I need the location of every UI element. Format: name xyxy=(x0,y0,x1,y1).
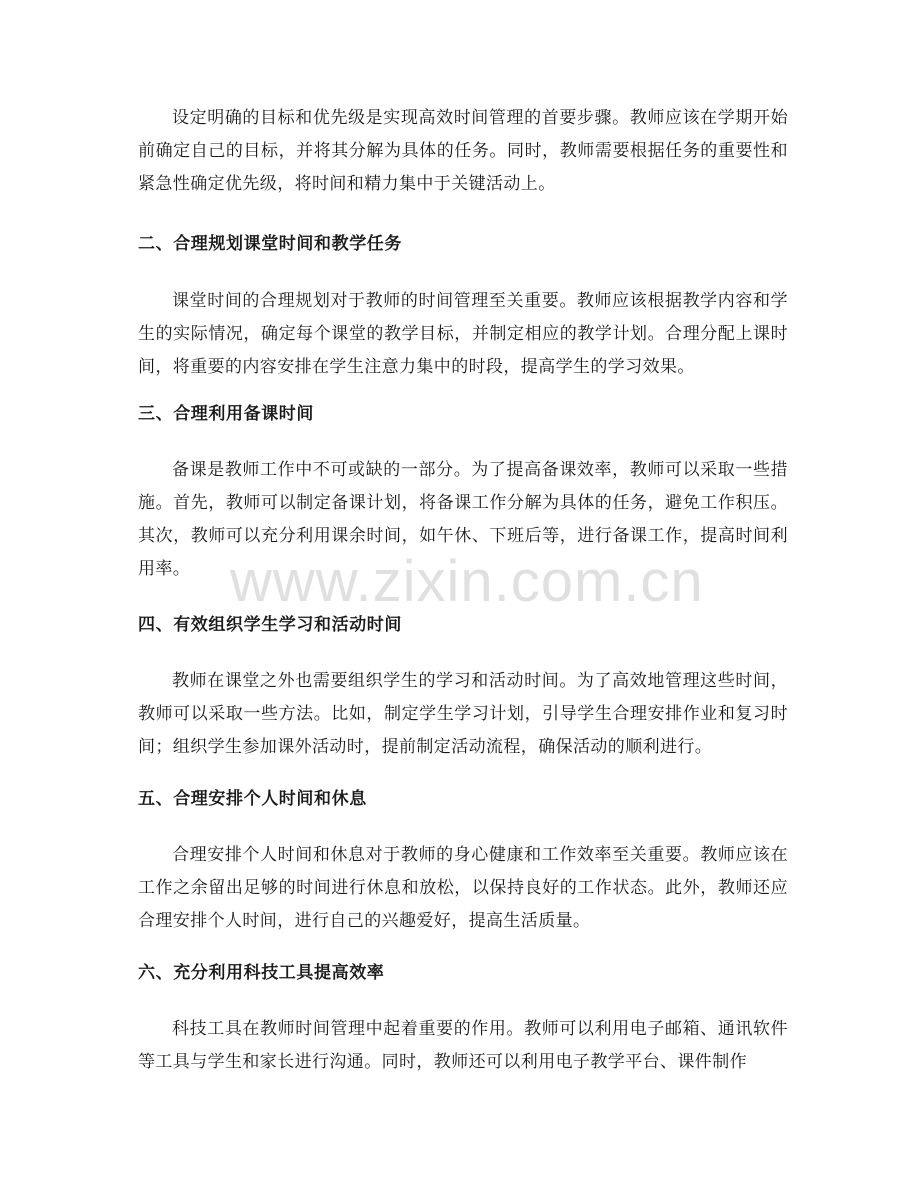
section-tech-tools xyxy=(138,961,788,985)
section-prep-time xyxy=(138,402,788,426)
section-student-activities-body xyxy=(138,665,788,764)
section-heading: 二、合理规划课堂时间和教学任务 xyxy=(138,234,402,254)
paragraph-tech-tools: 科技工具在教师时间管理中起着重要的作用。教师可以利用电子邮箱、通讯软件等工具与学生和家长进行沟通。同时，教师还可以利用电子教学平台、课件制作 xyxy=(138,1019,788,1072)
section-tech-tools-body xyxy=(138,1013,788,1079)
section-personal-time-body xyxy=(138,839,788,938)
section-personal-time xyxy=(138,787,788,811)
section-classroom-time xyxy=(138,232,788,256)
section-student-activities xyxy=(138,613,788,637)
paragraph-student-activities: 教师在课堂之外也需要组织学生的学习和活动时间。为了高效地管理这些时间，教师可以采取一些方法。比如，制定学生学习计划，引导学生合理安排作业和复习时间；组织学生参加课外活动时，提前制定活动流程，确保活动的顺利进行。 xyxy=(138,671,788,757)
section-heading: 三、合理利用备课时间 xyxy=(138,404,314,424)
paragraph-personal-time: 合理安排个人时间和休息对于教师的身心健康和工作效率至关重要。教师应该在工作之余留出足够的时间进行休息和放松，以保持良好的工作状态。此外，教师还应合理安排个人时间，进行自己的兴趣爱好，提高生活质量。 xyxy=(138,845,788,931)
section-intro xyxy=(138,102,788,201)
paragraph-classroom-time: 课堂时间的合理规划对于教师的时间管理至关重要。教师应该根据教学内容和学生的实际情况，确定每个课堂的教学目标，并制定相应的教学计划。合理分配上课时间，将重要的内容安排在学生注意力集中的时段，提高学生的学习效果。 xyxy=(138,291,788,377)
paragraph-goals: 设定明确的目标和优先级是实现高效时间管理的首要步骤。教师应该在学期开始前确定自己的目标，并将其分解为具体的任务。同时，教师需要根据任务的重要性和紧急性确定优先级，将时间和精力集中于关键活动上。 xyxy=(138,108,788,194)
section-heading: 六、充分利用科技工具提高效率 xyxy=(138,963,385,983)
paragraph-prep-time: 备课是教师工作中不可或缺的一部分。为了提高备课效率，教师可以采取一些措施。首先，教师可以制定备课计划，将备课工作分解为具体的任务，避免工作积压。其次，教师可以充分利用课余时间，如午休、下班后等，进行备课工作，提高时间利用率。 xyxy=(138,460,788,579)
section-heading: 四、有效组织学生学习和活动时间 xyxy=(138,615,402,635)
section-heading: 五、合理安排个人时间和休息 xyxy=(138,789,367,809)
section-classroom-time-body xyxy=(138,285,788,384)
watermark: www.zixin.com.cn xyxy=(230,549,704,614)
